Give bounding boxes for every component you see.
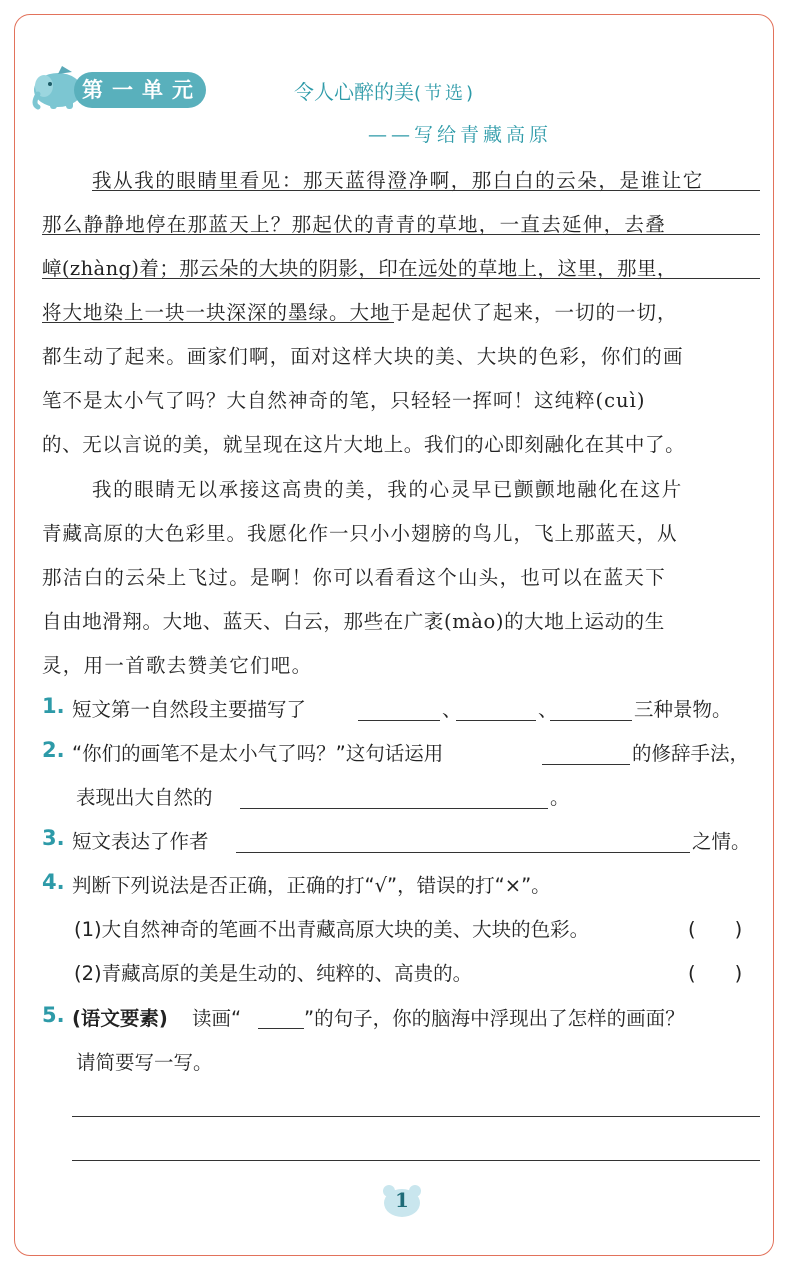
question-number: 4. bbox=[42, 870, 65, 894]
title-main: 令人心醉的美 bbox=[294, 80, 414, 104]
question-text: 短文表达了作者 bbox=[72, 830, 209, 853]
question-text: ”的句子，你的脑海中浮现出了怎样的画面？ bbox=[304, 1007, 685, 1030]
question-text: 之情。 bbox=[692, 830, 751, 853]
passage-line: 笔不是太小气了吗？大自然神奇的笔，只轻轻一挥呵！这纯粹(cuì) bbox=[42, 389, 646, 412]
question-text: 请简要写一写。 bbox=[76, 1051, 213, 1074]
question-number: 5. bbox=[42, 1003, 65, 1027]
answer-blank[interactable] bbox=[236, 852, 690, 853]
passage-line: 灵，用一首歌去赞美它们吧。 bbox=[42, 654, 313, 677]
judgment-item: (1)大自然神奇的笔画不出青藏高原大块的美、大块的色彩。 bbox=[74, 918, 590, 941]
answer-blank[interactable] bbox=[240, 808, 548, 809]
unit-label: 第一单元 bbox=[82, 78, 202, 102]
judgment-answer-box[interactable]: ( ) bbox=[688, 962, 743, 985]
passage-line: 自由地滑翔。大地、蓝天、白云，那些在广袤(mào)的大地上运动的生 bbox=[42, 610, 665, 633]
answer-blank[interactable] bbox=[550, 720, 632, 721]
answer-blank[interactable] bbox=[542, 764, 630, 765]
separator: 、 bbox=[442, 698, 462, 721]
passage-line: 将大地染上一块一块深深的墨绿。大地于是起伏了起来，一切的一切， bbox=[42, 301, 678, 324]
article-title bbox=[294, 76, 476, 105]
answer-blank[interactable] bbox=[456, 720, 536, 721]
passage-line: 那么静静地停在那蓝天上？那起伏的青青的草地，一直去延伸，去叠 bbox=[42, 213, 667, 236]
question-number: 1. bbox=[42, 694, 65, 718]
article-subtitle: ——写给青藏高原 bbox=[368, 124, 553, 146]
question-text: 表现出大自然的 bbox=[76, 786, 213, 809]
question-tag: (语文要素) bbox=[72, 1007, 168, 1030]
question-text: 。 bbox=[550, 786, 570, 809]
separator: 、 bbox=[538, 698, 558, 721]
passage-line: 青藏高原的大色彩里。我愿化作一只小小翅膀的鸟儿，飞上那蓝天，从 bbox=[42, 522, 678, 545]
writing-line[interactable] bbox=[72, 1116, 760, 1117]
passage-line: 的、无以言说的美，就呈现在这片大地上。我们的心即刻融化在其中了。 bbox=[42, 433, 686, 456]
question-number: 2. bbox=[42, 738, 65, 762]
passage-line: 嶂(zhàng)着；那云朵的大块的阴影，印在远处的草地上，这里，那里， bbox=[42, 257, 677, 280]
question-text: 三种景物。 bbox=[634, 698, 732, 721]
question-text: “你们的画笔不是太小气了吗？”这句话运用 bbox=[72, 742, 444, 765]
passage-underline bbox=[42, 234, 760, 235]
title-note: (节选) bbox=[414, 83, 477, 104]
passage-line: 我的眼睛无以承接这高贵的美，我的心灵早已颤颤地融化在这片 bbox=[92, 478, 683, 501]
judgment-answer-box[interactable]: ( ) bbox=[688, 918, 743, 941]
question-number: 3. bbox=[42, 826, 65, 850]
answer-blank bbox=[258, 1028, 304, 1029]
passage-underline bbox=[92, 190, 760, 191]
question-text: 的修辞手法， bbox=[632, 742, 750, 765]
question-text: 短文第一自然段主要描写了 bbox=[72, 698, 307, 721]
question-text: 判断下列说法是否正确，正确的打“√”，错误的打“×”。 bbox=[72, 874, 551, 897]
passage-underline bbox=[42, 322, 394, 323]
judgment-item: (2)青藏高原的美是生动的、纯粹的、高贵的。 bbox=[74, 962, 473, 985]
passage-line: 都生动了起来。画家们啊，面对这样大块的美、大块的色彩，你们的画 bbox=[42, 345, 684, 368]
passage-line: 那洁白的云朵上飞过。是啊！你可以看看这个山头，也可以在蓝天下 bbox=[42, 566, 667, 589]
passage-line: 我从我的眼睛里看见：那天蓝得澄净啊，那白白的云朵，是谁让它 bbox=[92, 169, 704, 192]
answer-blank[interactable] bbox=[358, 720, 440, 721]
writing-line[interactable] bbox=[72, 1160, 760, 1161]
page-number: 1 bbox=[395, 1188, 409, 1212]
question-text: 读画“ bbox=[192, 1007, 242, 1030]
passage-underline bbox=[42, 278, 760, 279]
